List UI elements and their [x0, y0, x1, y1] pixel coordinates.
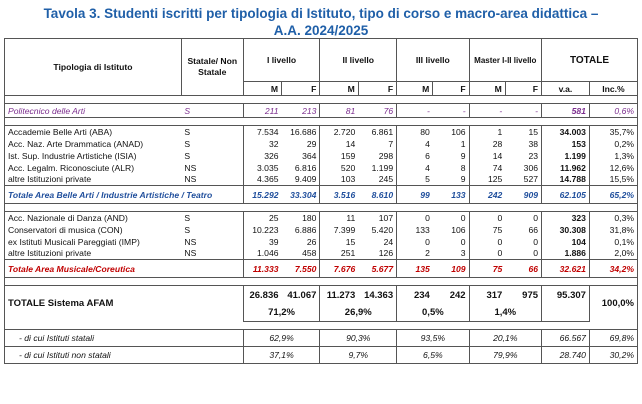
sub-pct: 6,5%: [397, 347, 469, 364]
row-label: Acc. Naz. Arte Drammatica (ANAD): [5, 138, 182, 150]
group1-row: [5, 174, 638, 186]
row-value: 135: [397, 260, 433, 278]
sub-pct: 62,9%: [243, 330, 320, 347]
row-value: 109: [433, 260, 469, 278]
row-label: Totale Area Musicale/Coreutica: [5, 260, 182, 278]
row-value: 326: [264, 150, 279, 161]
afam-label: TOTALE Sistema AFAM: [5, 286, 182, 322]
spacer-row: [5, 278, 638, 286]
row-value: 306: [505, 162, 541, 174]
row-va: 14.788: [542, 174, 590, 186]
group1-row: [5, 162, 638, 174]
row-value: 0: [469, 212, 505, 224]
row-value: 5.420: [358, 224, 396, 236]
row-value: 99: [397, 186, 433, 204]
afam-pct: 0,5%: [397, 305, 469, 322]
row-value: 242: [469, 186, 505, 204]
total-area2-row: [5, 260, 638, 278]
sub-va: 28.740: [542, 347, 590, 364]
row-value: 6.861: [358, 126, 396, 138]
row-inc: 1,3%: [589, 150, 637, 162]
spacer-cell: [5, 96, 638, 104]
politecnico-row: [5, 104, 638, 118]
row-value: 9: [433, 174, 469, 186]
row-value: 7.676: [320, 260, 358, 278]
row-label: Acc. Nazionale di Danza (AND): [5, 212, 182, 224]
row-value: 298: [358, 150, 396, 162]
afam-value: 975: [505, 286, 541, 305]
row-label: Acc. Legalm. Riconosciute (ALR): [5, 162, 182, 174]
row-value: 909: [505, 186, 541, 204]
spacer-cell: [5, 278, 638, 286]
row-statale: NS: [181, 236, 243, 248]
header-livello1: I livello: [243, 39, 320, 82]
spacer-row: [5, 96, 638, 104]
row-value: 0: [505, 248, 541, 260]
afam-value: 234: [397, 286, 433, 305]
row-value: 0: [433, 212, 469, 224]
row-value: 107: [358, 212, 396, 224]
header-tipologia: Tipologia di Istituto: [5, 39, 182, 96]
afam-value: 11.273: [320, 286, 358, 305]
row-value: 0: [397, 212, 433, 224]
row-value: 16.686: [282, 126, 320, 138]
spacer-row: [5, 118, 638, 126]
header-livello2: II livello: [320, 39, 397, 82]
row-value: 3: [433, 248, 469, 260]
subheader-m: M: [397, 82, 433, 96]
row-value: 3.516: [320, 186, 358, 204]
statali-row: [5, 330, 638, 347]
row-inc: 12,6%: [589, 162, 637, 174]
row-value: 2: [425, 248, 430, 259]
row-value: 11: [320, 212, 358, 224]
row-value: 14: [345, 138, 356, 149]
row-statale: S: [181, 138, 243, 150]
row-value: 33.304: [282, 186, 320, 204]
row-value: 180: [282, 212, 320, 224]
row-va: 32.621: [542, 260, 590, 278]
afam-value: 14.363: [358, 286, 396, 305]
row-value: 7.550: [282, 260, 320, 278]
title-line-1: Tavola 3. Studenti iscritti per tipologia di Istituto, tipo di corso e macro-area didattica –: [43, 6, 599, 21]
row-statale: S: [181, 126, 243, 138]
sub-inc: 30,2%: [589, 347, 637, 364]
row-value: 25: [243, 212, 281, 224]
spacer-row: [5, 204, 638, 212]
row-inc: 15,5%: [589, 174, 637, 186]
row-label: altre Istituzioni private: [5, 248, 182, 260]
sub-empty: [181, 330, 243, 347]
row-value: 0: [425, 236, 430, 247]
row-value: 75: [492, 224, 503, 235]
total-area1-row: [5, 186, 638, 204]
nonstatali-row: [5, 347, 638, 364]
row-value: 1.199: [358, 162, 396, 174]
row-value: 4: [425, 138, 430, 149]
row-value: 8: [433, 162, 469, 174]
afam-va: 95.307: [542, 286, 590, 305]
row-value: 5: [425, 174, 430, 185]
row-va: 104: [542, 236, 590, 248]
subheader-m: M: [243, 82, 281, 96]
row-value: 520: [340, 162, 356, 173]
row-label: Accademie Belle Arti (ABA): [5, 126, 182, 138]
row-va: 34.003: [542, 126, 590, 138]
afam-inc: 100,0%: [589, 286, 637, 322]
row-value: 32: [268, 138, 279, 149]
afam-va-empty: [542, 305, 590, 322]
row-statale: S: [181, 212, 243, 224]
row-value: 39: [268, 236, 279, 247]
row-value: 245: [358, 174, 396, 186]
afam-value: 242: [433, 286, 469, 305]
row-value: 106: [433, 126, 469, 138]
group1-row: [5, 138, 638, 150]
row-inc: 31,8%: [589, 224, 637, 236]
row-value: 159: [340, 150, 356, 161]
row-value: 1.046: [257, 248, 279, 259]
afam-total-row: [5, 286, 638, 305]
row-label: Politecnico delle Arti: [5, 104, 182, 118]
afam-value: 41.067: [282, 286, 320, 305]
row-value: 133: [433, 186, 469, 204]
header-statale: Statale/ Non Statale: [181, 39, 243, 96]
afam-empty: [181, 286, 243, 322]
row-value: 81: [320, 104, 358, 118]
row-label: Totale Area Belle Arti / Industrie Artistiche / Teatro: [5, 186, 182, 204]
row-value: 103: [340, 174, 356, 185]
sub-empty: [181, 347, 243, 364]
row-value: 106: [433, 224, 469, 236]
group2-row: [5, 248, 638, 260]
row-inc: 0,6%: [589, 104, 637, 118]
row-value: 29: [282, 138, 320, 150]
row-value: 7.399: [333, 224, 356, 235]
row-value: 8.610: [358, 186, 396, 204]
row-statale: S: [181, 224, 243, 236]
row-label: Conservatori di musica (CON): [5, 224, 182, 236]
row-statale: [181, 260, 243, 278]
row-value: 251: [340, 248, 356, 259]
row-value: 23: [505, 150, 541, 162]
sub-inc: 69,8%: [589, 330, 637, 347]
row-value: 7: [358, 138, 396, 150]
row-value: 4: [425, 162, 430, 173]
row-value: 28: [492, 138, 503, 149]
header-master: Master I-II livello: [469, 39, 541, 82]
subheader-va: v.a.: [542, 82, 590, 96]
row-va: 30.308: [542, 224, 590, 236]
row-value: 66: [505, 224, 541, 236]
row-value: -: [505, 104, 541, 118]
row-value: 15: [505, 126, 541, 138]
row-value: 9: [433, 150, 469, 162]
afam-value: 317: [469, 286, 505, 305]
row-inc: 34,2%: [589, 260, 637, 278]
afam-value: 26.836: [243, 286, 281, 305]
row-statale: NS: [181, 248, 243, 260]
row-va: 1.199: [542, 150, 590, 162]
row-va: 153: [542, 138, 590, 150]
row-value: 0: [433, 236, 469, 248]
row-va: 581: [542, 104, 590, 118]
row-va: 11.962: [542, 162, 590, 174]
row-value: 75: [469, 260, 505, 278]
subheader-f: F: [433, 82, 469, 96]
row-value: 3.035: [257, 162, 279, 173]
group1-row: [5, 126, 638, 138]
row-value: 7.534: [243, 126, 281, 138]
row-value: 0: [505, 212, 541, 224]
row-value: 9.409: [282, 174, 320, 186]
row-inc: 0,2%: [589, 138, 637, 150]
row-value: 6.816: [282, 162, 320, 174]
group1-row: [5, 150, 638, 162]
row-value: 10.223: [252, 224, 279, 235]
afam-pct: 71,2%: [243, 305, 320, 322]
row-value: 6.886: [282, 224, 320, 236]
sub-va: 66.567: [542, 330, 590, 347]
row-value: -: [433, 104, 469, 118]
subheader-f: F: [505, 82, 541, 96]
row-value: 5.677: [358, 260, 396, 278]
row-value: 211: [243, 104, 281, 118]
sub-pct: 93,5%: [397, 330, 469, 347]
students-table: [4, 38, 638, 364]
table-title: [0, 0, 642, 38]
row-inc: 65,2%: [589, 186, 637, 204]
header-totale: TOTALE: [542, 39, 638, 82]
row-value: 14: [492, 150, 503, 161]
spacer-cell: [5, 322, 638, 330]
row-label: altre Istituzioni private: [5, 174, 182, 186]
row-value: 74: [492, 162, 503, 173]
header-livello3: III livello: [397, 39, 469, 82]
row-value: 0: [497, 248, 503, 259]
row-value: 11.333: [243, 260, 281, 278]
sub-label: - di cui Istituti statali: [5, 330, 182, 347]
row-statale: NS: [181, 162, 243, 174]
row-label: ex Istituti Musicali Pareggiati (IMP): [5, 236, 182, 248]
subheader-f: F: [282, 82, 320, 96]
row-value: 213: [282, 104, 320, 118]
title-line-2: A.A. 2024/2025: [273, 23, 369, 38]
row-va: 62.105: [542, 186, 590, 204]
afam-pct: 1,4%: [469, 305, 541, 322]
sub-pct: 9,7%: [320, 347, 397, 364]
group2-row: [5, 224, 638, 236]
row-statale: NS: [181, 174, 243, 186]
row-value: 15: [345, 236, 356, 247]
row-statale: S: [181, 150, 243, 162]
row-value: 0: [505, 236, 541, 248]
row-value: 1: [433, 138, 469, 150]
row-value: 6: [425, 150, 430, 161]
row-label: Ist. Sup. Industrie Artistiche (ISIA): [5, 150, 182, 162]
row-value: 1: [469, 126, 505, 138]
sub-pct: 37,1%: [243, 347, 320, 364]
subheader-m: M: [320, 82, 358, 96]
row-value: 80: [397, 126, 433, 138]
row-va: 323: [542, 212, 590, 224]
row-value: 458: [282, 248, 320, 260]
sub-pct: 90,3%: [320, 330, 397, 347]
row-value: 76: [358, 104, 396, 118]
sub-pct: 20,1%: [469, 330, 541, 347]
subheader-m: M: [469, 82, 505, 96]
group2-row: [5, 212, 638, 224]
row-value: -: [397, 104, 433, 118]
row-value: 2.720: [320, 126, 358, 138]
row-inc: 0,1%: [589, 236, 637, 248]
row-inc: 0,3%: [589, 212, 637, 224]
row-value: 26: [282, 236, 320, 248]
group2-row: [5, 236, 638, 248]
subheader-inc: Inc.%: [589, 82, 637, 96]
spacer-cell: [5, 204, 638, 212]
row-value: -: [469, 104, 505, 118]
row-value: 4.365: [257, 174, 279, 185]
row-value: 126: [358, 248, 396, 260]
row-value: 527: [505, 174, 541, 186]
row-value: 15.292: [243, 186, 281, 204]
row-value: 66: [505, 260, 541, 278]
subheader-f: F: [358, 82, 396, 96]
row-inc: 35,7%: [589, 126, 637, 138]
spacer-cell: [5, 118, 638, 126]
spacer-row: [5, 322, 638, 330]
sub-pct: 79,9%: [469, 347, 541, 364]
row-va: 1.886: [542, 248, 590, 260]
sub-label: - di cui Istituti non statali: [5, 347, 182, 364]
row-value: 38: [505, 138, 541, 150]
row-value: 133: [415, 224, 430, 235]
row-inc: 2,0%: [589, 248, 637, 260]
row-value: 364: [282, 150, 320, 162]
row-statale: S: [181, 104, 243, 118]
row-value: 24: [358, 236, 396, 248]
row-value: 0: [497, 236, 503, 247]
afam-pct: 26,9%: [320, 305, 397, 322]
row-value: 125: [487, 174, 503, 185]
